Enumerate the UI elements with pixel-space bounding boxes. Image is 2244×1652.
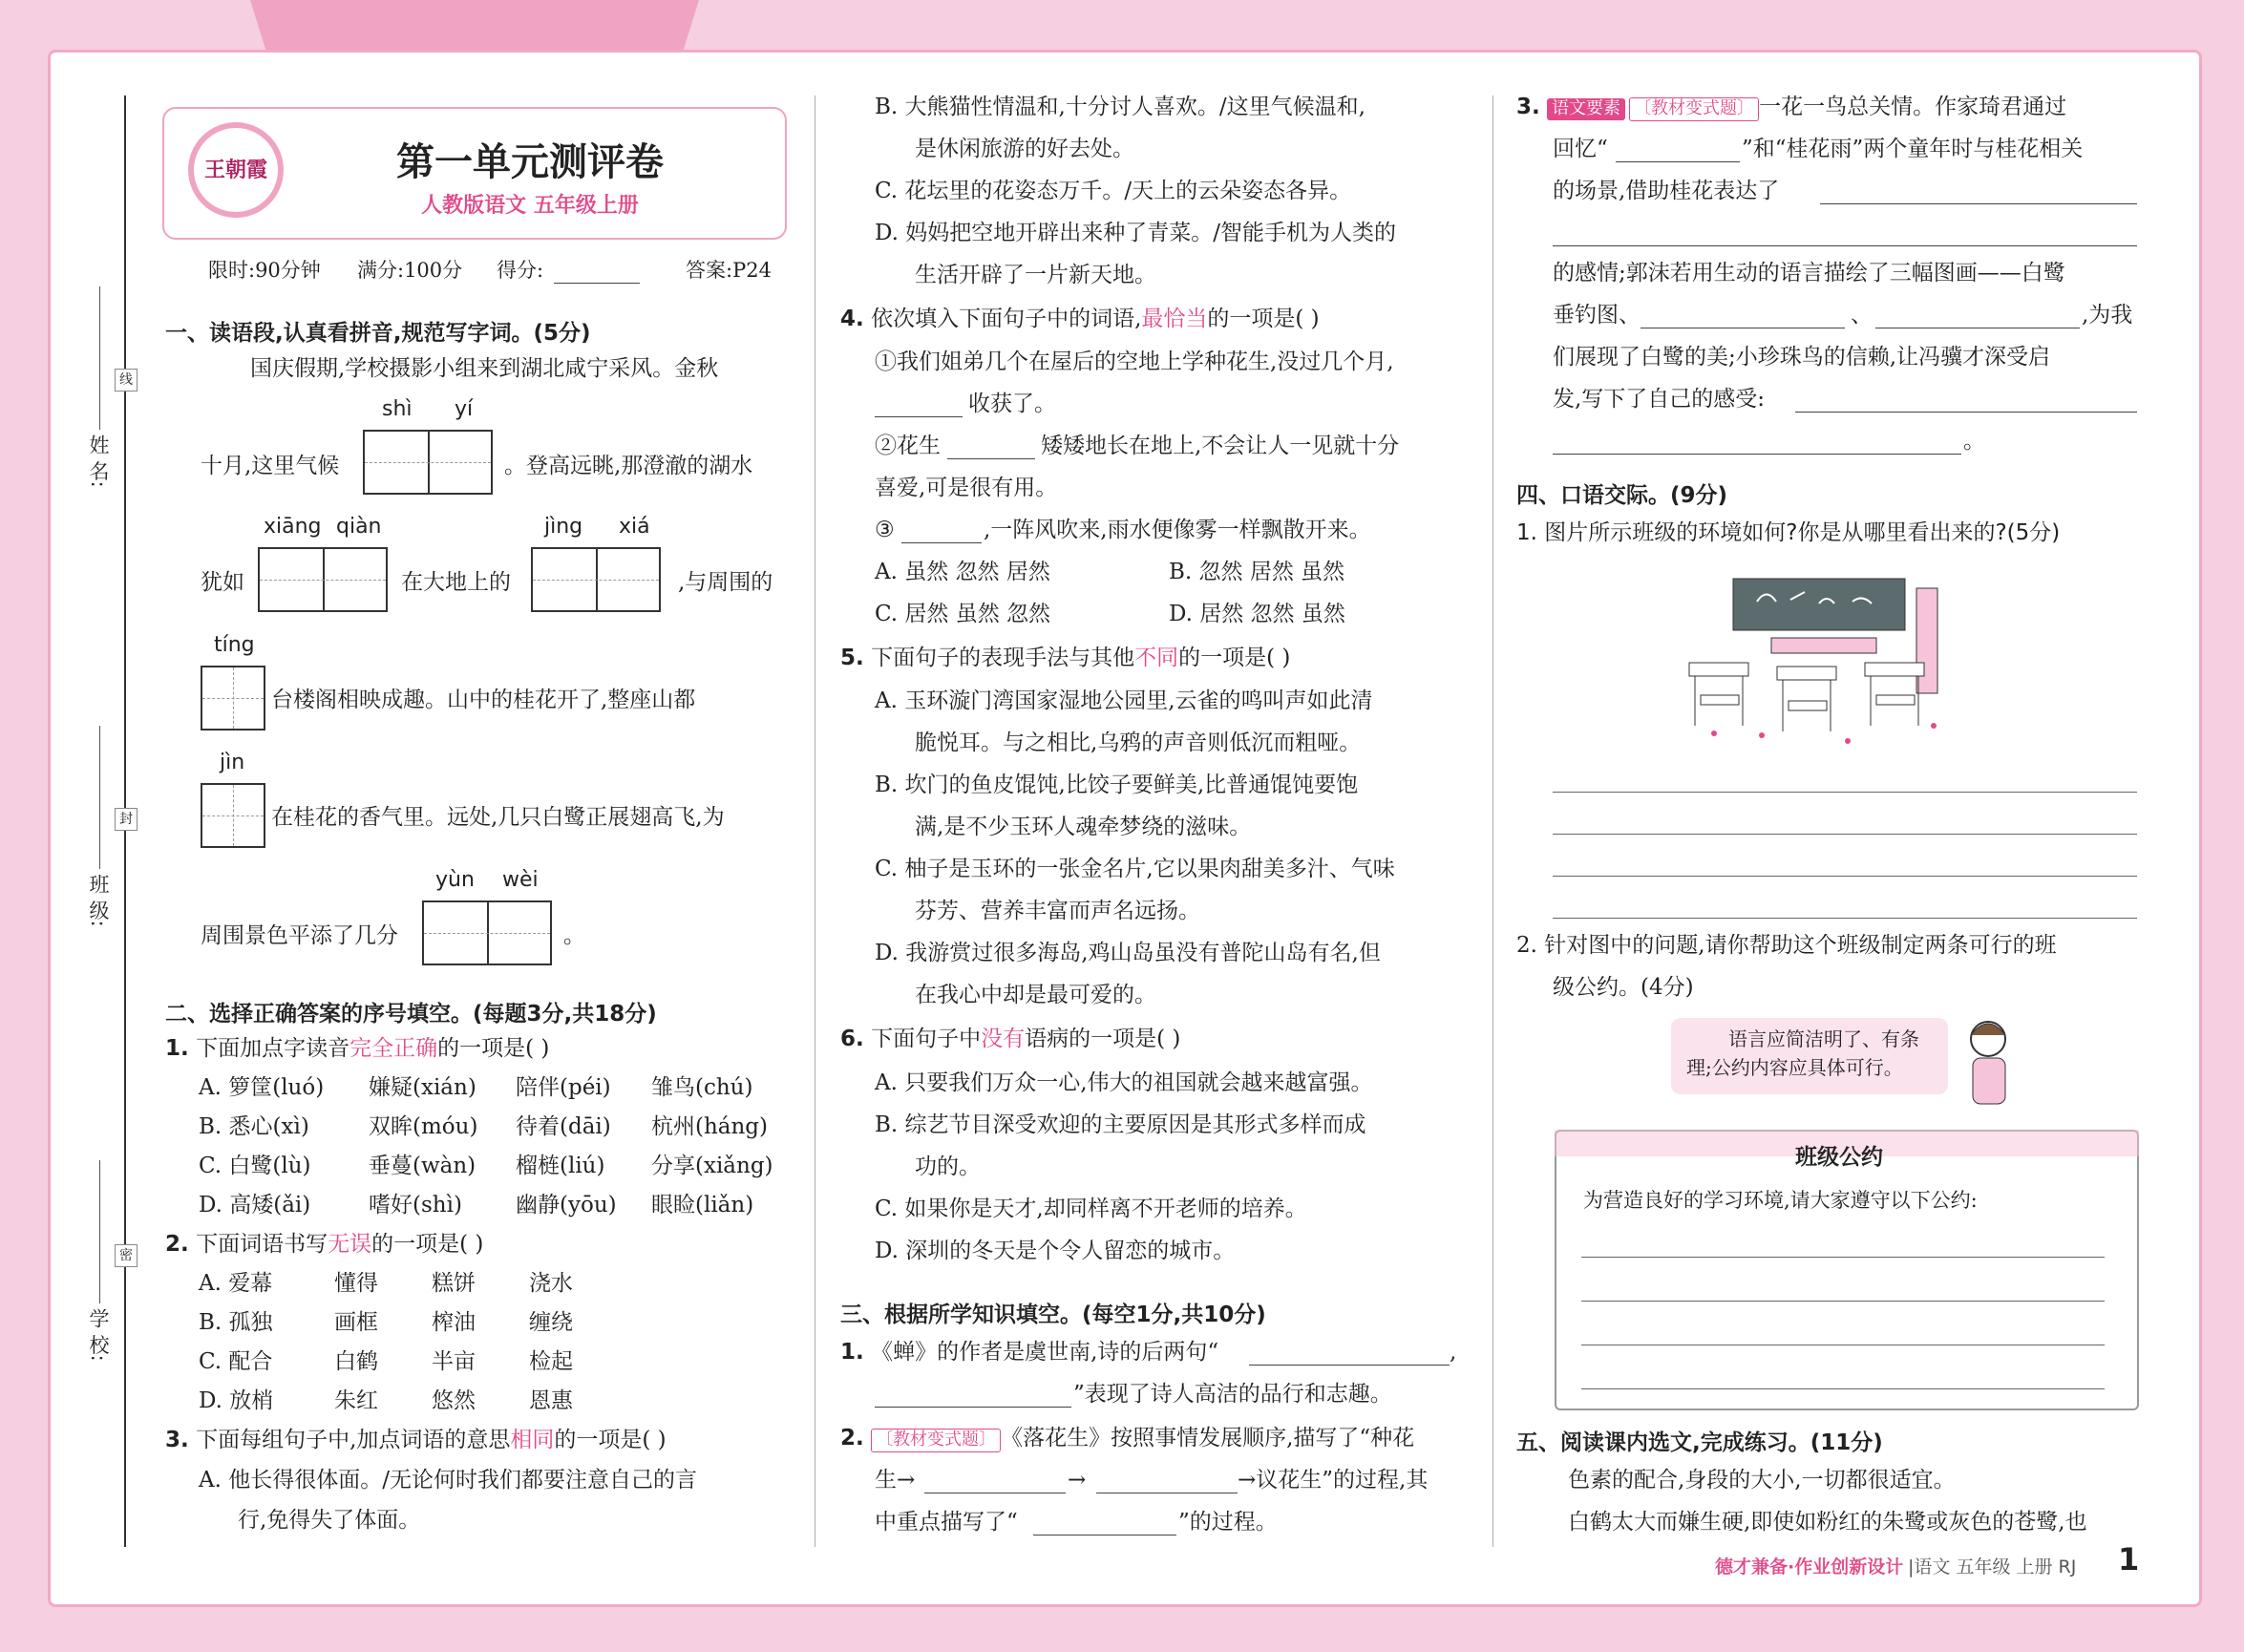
q5-line: A. 玉环漩门湾国家湿地公园里,云雀的鸣叫声如此清 <box>875 688 1373 713</box>
sec4-q2b: 级公约。(4分) <box>1553 975 1694 1000</box>
option-line: A. 他长得很体面。/无论何时我们都要注意自己的言 <box>199 1468 697 1493</box>
option-cell: 嗜好(shì) <box>369 1193 462 1218</box>
pinyin: jìn <box>220 751 245 774</box>
answer-ref: 答案:P24 <box>686 259 772 282</box>
option-cell: 榨油 <box>432 1310 476 1335</box>
q-text: 的一项是( ) <box>554 1428 667 1452</box>
q-text: 回忆“ <box>1553 137 1608 161</box>
writing-box-shiyi[interactable] <box>363 430 493 495</box>
q4-sentence2: ②花生 <box>875 434 941 458</box>
q-text: , <box>1450 1340 1457 1365</box>
option-cell: 垂蔓(wàn) <box>369 1154 476 1178</box>
q-text: ”表现了诗人高洁的品行和志趣。 <box>1073 1382 1392 1407</box>
teacher-icon <box>1958 1012 2024 1108</box>
sec3-q3-blank1[interactable] <box>1616 161 1740 162</box>
sec3-q1-blank1[interactable] <box>1249 1365 1450 1366</box>
sec5-para2: 白鹤太大而嫌生硬,即使如粉红的朱鹭或灰色的苍鹭,也 <box>1568 1510 2087 1535</box>
writing-box-jin[interactable] <box>201 783 265 848</box>
option-line: B. 大熊猫性情温和,十分讨人喜欢。/这里气候温和, <box>875 95 1365 119</box>
q-text: 的场景,借助桂花表达了 <box>1553 179 1780 203</box>
q-text: 垂钓图、 <box>1553 303 1641 328</box>
sec3-q1-blank2[interactable] <box>875 1407 1071 1408</box>
sec1-line3a: 犹如 <box>201 570 244 595</box>
time-limit: 限时:90分钟 <box>208 259 321 282</box>
sec2-q2 <box>165 1231 483 1259</box>
pinyin: yí <box>455 397 474 421</box>
q-text: 生→ <box>875 1468 916 1493</box>
q-text: 。 <box>1963 429 1985 454</box>
q4-sentence1: ①我们姐弟几个在屋后的空地上学种花生,没过几个月, <box>875 349 1394 374</box>
binding-mark-seal: 封 <box>115 808 138 831</box>
q6-line: 功的。 <box>915 1154 981 1179</box>
option-cell: 糕饼 <box>432 1271 476 1296</box>
option-cell: 待着(dāi) <box>516 1114 611 1139</box>
q4-sentence1b: 收获了。 <box>968 392 1056 416</box>
option-cell: 浇水 <box>529 1271 573 1296</box>
q6-stem <box>840 1026 1180 1053</box>
option-cell: C. 配合 <box>199 1349 273 1374</box>
sidebar-name-label: 姓 名: <box>87 434 110 488</box>
q5-stem <box>840 645 1290 672</box>
q-text: 语病的一项是( ) <box>1025 1027 1181 1051</box>
option-cell: 半亩 <box>432 1349 476 1374</box>
option-cell: 画框 <box>334 1310 378 1335</box>
q-text: 《蝉》的作者是虞世南,诗的后两句“ <box>871 1340 1219 1365</box>
q6-line: D. 深圳的冬天是个令人留恋的城市。 <box>875 1239 1236 1263</box>
q-text: 们展现了白鹭的美;小珍珠鸟的信赖,让冯骥才深受启 <box>1553 345 2051 370</box>
option-line: 生活开辟了一片新天地。 <box>915 263 1156 287</box>
q6-line: C. 如果你是天才,却同样离不开老师的培养。 <box>875 1197 1307 1221</box>
pinyin: qiàn <box>336 515 382 539</box>
q-text: ”和“桂花雨”两个童年时与桂花相关 <box>1742 137 2084 161</box>
sec1-line6b: 。 <box>563 923 585 948</box>
option-cell: 悠然 <box>432 1388 476 1413</box>
school-blank[interactable] <box>99 1160 100 1303</box>
sec1-line4: 台楼阁相映成趣。山中的桂花开了,整座山都 <box>271 688 696 712</box>
q-text: 的一项是( ) <box>437 1036 550 1061</box>
binding-mark-secret: 密 <box>115 1244 138 1267</box>
page-number: 1 <box>2118 1541 2140 1578</box>
name-blank[interactable] <box>99 286 100 430</box>
q6-line: A. 只要我们万众一心,伟大的祖国就会越来越富强。 <box>875 1070 1373 1095</box>
q-text: 、 <box>1851 303 1873 328</box>
q-text: ”的过程。 <box>1178 1510 1278 1535</box>
sec3-q3-blank2b[interactable] <box>1553 245 2137 246</box>
sidebar-class-label: 班 级: <box>87 874 110 927</box>
q4-blank3[interactable] <box>901 542 982 543</box>
q-number: 3. <box>1516 95 1540 119</box>
option-cell: 幽静(yōu) <box>516 1193 617 1218</box>
q-text: 下面句子中 <box>871 1027 982 1051</box>
q-text: →议花生”的过程,其 <box>1238 1468 1429 1493</box>
score-blank[interactable] <box>554 283 640 284</box>
sec1-line6: 周围景色平添了几分 <box>201 923 398 948</box>
convention-line[interactable] <box>1581 1301 2105 1302</box>
sec1-line3b: 在大地上的 <box>401 570 511 595</box>
option-line: C. 花坛里的花姿态万千。/天上的云朵姿态各异。 <box>875 179 1352 203</box>
convention-intro: 为营造良好的学习环境,请大家遵守以下公约: <box>1583 1189 1978 1212</box>
q-text: 的感情;郭沫若用生动的语言描绘了三幅图画——白鹭 <box>1553 261 2065 286</box>
sec4-heading: 四、口语交际。(9分) <box>1516 483 1728 508</box>
option-cell: 检起 <box>529 1349 573 1374</box>
option-cell: 懂得 <box>334 1271 378 1296</box>
option-line: 行,免得失了体面。 <box>238 1508 421 1533</box>
q-number: 5. <box>840 646 864 670</box>
q-number: 6. <box>840 1027 864 1051</box>
sec4-q2a: 2. 针对图中的问题,请你帮助这个班级制定两条可行的班 <box>1516 933 2057 958</box>
q-number: 2. <box>165 1232 189 1257</box>
option-cell: 榴梿(liú) <box>516 1154 605 1178</box>
convention-title: 班级公约 <box>1795 1145 1883 1170</box>
full-score: 满分:100分 <box>357 259 463 282</box>
sec1-heading: 一、读语段,认真看拼音,规范写字词。(5分) <box>165 321 591 346</box>
sec3-q3-blank5b[interactable] <box>1553 454 1961 455</box>
writing-box-yunwei[interactable] <box>422 900 552 965</box>
q5-line: 芬芳、营养丰富而声名远扬。 <box>915 899 1200 923</box>
q-number: 4. <box>840 307 864 331</box>
footer-info: |语文 五年级 上册 RJ <box>1908 1557 2077 1578</box>
q4-blank2[interactable] <box>947 458 1035 459</box>
option-cell: 杭州(háng) <box>651 1114 769 1139</box>
option-line: 是休闲旅游的好去处。 <box>915 137 1134 161</box>
q-highlight: 不同 <box>1134 646 1179 670</box>
option-cell: B. 孤独 <box>199 1310 273 1335</box>
option-cell: 恩惠 <box>529 1388 573 1413</box>
convention-line[interactable] <box>1581 1257 2105 1258</box>
q4-sentence3: ③ <box>875 518 895 542</box>
q-highlight: 最恰当 <box>1141 307 1208 331</box>
q-number: 1. <box>165 1036 189 1061</box>
q-number: 2. <box>840 1426 864 1451</box>
sec3-q3-blank2[interactable] <box>1820 203 2137 204</box>
option-cell: A. 爱幕 <box>199 1271 273 1296</box>
option-cell: 嫌疑(xián) <box>369 1075 476 1100</box>
sec1-line2a: 十月,这里气候 <box>201 454 340 478</box>
sec3-heading: 三、根据所学知识填空。(每空1分,共10分) <box>840 1303 1266 1327</box>
option-cell: D. 放梢 <box>199 1388 274 1413</box>
page-subtitle: 人教版语文 五年级上册 <box>421 194 639 218</box>
q-text: 《落花生》按照事情发展顺序,描写了“种花 <box>1001 1426 1415 1451</box>
class-convention-card <box>1555 1130 2139 1410</box>
q-text: 的一项是( ) <box>1178 646 1291 670</box>
tip-text-1: 语言应简洁明了、有条 <box>1728 1027 1919 1050</box>
q4-option: D. 居然 忽然 虽然 <box>1169 602 1345 626</box>
sec3-q1 <box>840 1339 1218 1366</box>
tip-text-2: 理;公约内容应具体可行。 <box>1686 1056 1903 1079</box>
column-divider <box>1492 95 1493 1547</box>
option-line: D. 妈妈把空地开辟出来种了青菜。/智能手机为人类的 <box>875 221 1396 245</box>
sec1-line1: 国庆假期,学校摄影小组来到湖北咸宁采风。金秋 <box>250 356 719 381</box>
q4-stem <box>840 306 1320 333</box>
option-cell: 眼睑(liǎn) <box>651 1193 754 1218</box>
option-cell: D. 高矮(ǎi) <box>199 1193 311 1218</box>
option-cell: 白鹤 <box>334 1349 378 1374</box>
class-blank[interactable] <box>99 726 100 869</box>
q4-option: B. 忽然 居然 虽然 <box>1169 560 1345 584</box>
sec2-q1 <box>165 1035 549 1063</box>
q4-option: A. 虽然 忽然 居然 <box>875 560 1050 584</box>
pinyin: tíng <box>214 633 255 657</box>
q-text: → <box>1068 1468 1087 1493</box>
q4-option: C. 居然 虽然 忽然 <box>875 602 1051 626</box>
sec5-para1: 色素的配合,身段的大小,一切都很适宜。 <box>1568 1468 1956 1493</box>
sec1-line2b: 。登高远眺,那澄澈的湖水 <box>504 454 753 478</box>
option-cell: 分享(xiǎng) <box>651 1154 773 1178</box>
q-text: 的一项是( ) <box>1207 307 1320 331</box>
q-text: 下面词语书写 <box>196 1232 328 1257</box>
writing-box-xiangqian[interactable] <box>258 547 388 612</box>
q4-sentence3b: ,一阵风吹来,雨水便像雾一样飘散开来。 <box>984 518 1371 542</box>
variant-tag: 〔教材变式题〕 <box>1629 97 1759 121</box>
answer-line[interactable] <box>1553 792 2137 793</box>
q4-blank1[interactable] <box>875 416 963 417</box>
pinyin: jìng <box>544 515 583 539</box>
sec5-heading: 五、阅读课内选文,完成练习。(11分) <box>1516 1430 1883 1455</box>
q5-line: 在我心中却是最可爱的。 <box>915 983 1156 1007</box>
pinyin: yùn <box>435 868 475 892</box>
q-highlight: 完全正确 <box>349 1036 438 1061</box>
option-cell: B. 悉心(xì) <box>199 1114 309 1139</box>
q-number: 1. <box>840 1340 864 1365</box>
q-text: 一花一鸟总关情。作家琦君通过 <box>1759 95 2067 119</box>
writing-box-jingxia[interactable] <box>531 547 661 612</box>
answer-line[interactable] <box>1553 834 2137 835</box>
option-cell: C. 白鹭(lù) <box>199 1154 311 1178</box>
q-highlight: 无误 <box>328 1232 372 1257</box>
sidebar-school-label: 学 校: <box>87 1308 110 1362</box>
q4-sentence2c: 喜爱,可是很有用。 <box>875 476 1058 500</box>
q-text: 下面句子的表现手法与其他 <box>871 646 1135 670</box>
answer-line[interactable] <box>1553 876 2137 877</box>
q5-line: 脆悦耳。与之相比,乌鸦的声音则低沉而粗哑。 <box>915 731 1362 755</box>
pinyin: xiá <box>619 515 650 539</box>
q4-sentence2b: 矮矮地长在地上,不会让人一见就十分 <box>1041 434 1400 458</box>
option-cell: 缠绕 <box>529 1310 573 1335</box>
sec2-q3 <box>165 1427 667 1454</box>
q-text: 下面加点字读音 <box>196 1036 350 1061</box>
sec3-q3 <box>1516 94 2066 121</box>
sec4-q1: 1. 图片所示班级的环境如何?你是从哪里看出来的?(5分) <box>1516 520 2061 545</box>
answer-line[interactable] <box>1553 918 2137 919</box>
q-number: 3. <box>165 1428 189 1452</box>
q-text: 的一项是( ) <box>371 1232 484 1257</box>
sec1-line5: 在桂花的香气里。远处,几只白鹭正展翅高飞,为 <box>271 805 725 830</box>
logo-seal: 王朝霞 <box>188 122 284 218</box>
footer-brand: 德才兼备·作业创新设计 <box>1715 1557 1904 1578</box>
option-cell: A. 箩筐(luó) <box>199 1075 325 1100</box>
sec3-q2-blank3[interactable] <box>1033 1535 1176 1536</box>
classroom-illustration <box>1676 563 1962 754</box>
variant-tag: 〔教材变式题〕 <box>871 1429 1001 1452</box>
binding-mark-line: 线 <box>115 369 138 392</box>
q5-line: D. 我游赏过很多海岛,鸡山岛虽没有普陀山岛有名,但 <box>875 941 1381 965</box>
q-text: 发,写下了自己的感受: <box>1553 387 1766 412</box>
q-highlight: 相同 <box>510 1428 555 1452</box>
pinyin: wèi <box>502 868 539 892</box>
q5-line: C. 柚子是玉环的一张金名片,它以果肉甜美多汁、气味 <box>875 857 1395 881</box>
q-text: 下面每组句子中,加点词语的意思 <box>196 1428 511 1452</box>
option-cell: 陪伴(péi) <box>516 1075 611 1100</box>
sec3-q3-blank5[interactable] <box>1795 412 2137 413</box>
option-cell: 朱红 <box>334 1388 378 1413</box>
pinyin: xiāng <box>264 515 322 539</box>
option-cell: 双眸(móu) <box>369 1114 478 1139</box>
option-cell: 雏鸟(chú) <box>651 1075 753 1100</box>
sec1-line3c: ,与周围的 <box>678 570 773 595</box>
score-label: 得分: <box>497 259 544 282</box>
q-text: 依次填入下面句子中的词语, <box>871 307 1142 331</box>
q5-line: B. 坎门的鱼皮馄饨,比饺子要鲜美,比普通馄饨要饱 <box>875 773 1359 797</box>
convention-line[interactable] <box>1581 1388 2105 1389</box>
q-text: ,为我 <box>2082 303 2133 328</box>
q5-line: 满,是不少玉环人魂牵梦绕的滋味。 <box>915 815 1252 839</box>
q-highlight: 没有 <box>981 1027 1026 1051</box>
pinyin: shì <box>382 397 413 421</box>
writing-box-ting[interactable] <box>201 666 265 731</box>
sec2-heading: 二、选择正确答案的序号填空。(每题3分,共18分) <box>165 1002 657 1027</box>
element-tag: 语文要素 <box>1547 98 1625 120</box>
q-text: 中重点描写了“ <box>875 1510 1018 1535</box>
page-title: 第一单元测评卷 <box>396 140 664 184</box>
sec3-q2 <box>840 1425 1414 1452</box>
q6-line: B. 综艺节目深受欢迎的主要原因是其形式多样而成 <box>875 1112 1366 1137</box>
